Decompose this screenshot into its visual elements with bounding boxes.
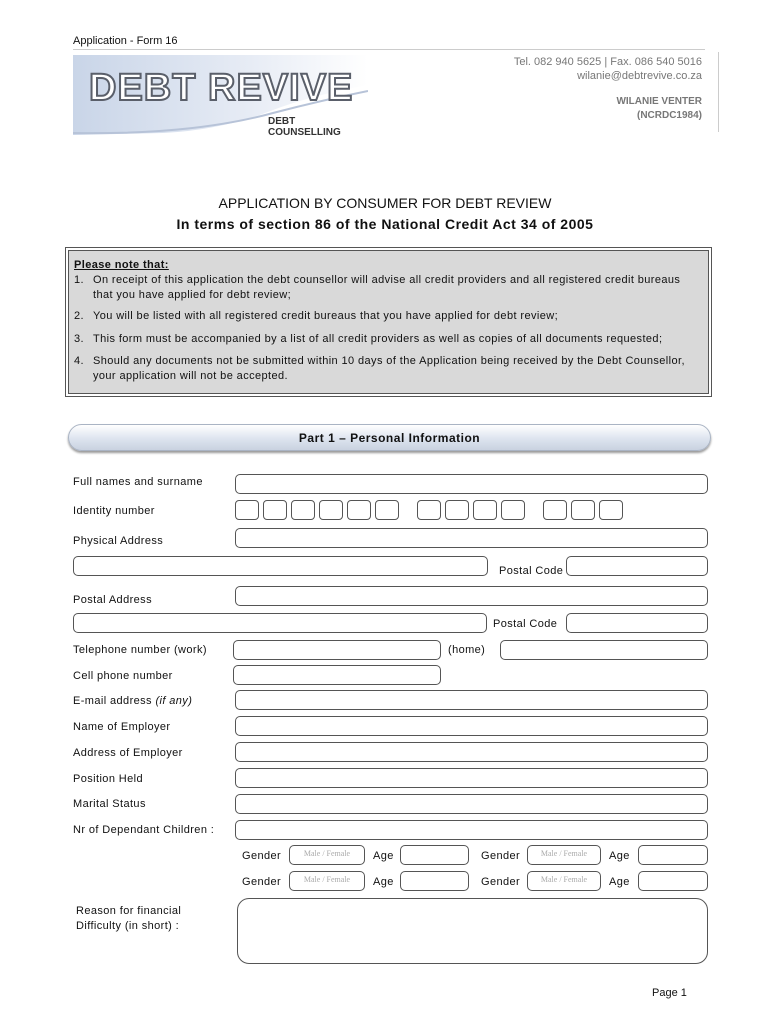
logo bbox=[73, 55, 368, 138]
age-label: Age bbox=[609, 876, 630, 888]
employer-label: Name of Employer bbox=[73, 721, 171, 733]
gender-placeholder: Male / Female bbox=[540, 875, 588, 884]
notice-heading: Please note that: bbox=[74, 259, 169, 271]
full-names-label: Full names and surname bbox=[73, 476, 203, 488]
age-label: Age bbox=[373, 876, 394, 888]
gender-label: Gender bbox=[242, 850, 282, 862]
employer-address-label: Address of Employer bbox=[73, 747, 183, 759]
id-digit-box[interactable] bbox=[235, 500, 259, 520]
notice-item-text: This form must be accompanied by a list of all credit providers as well as copies of all documents requested; bbox=[93, 333, 663, 345]
header-divider bbox=[718, 52, 719, 132]
counsellor-registration: (NCRDC1984) bbox=[636, 110, 702, 121]
dependants-field[interactable] bbox=[235, 820, 708, 840]
reason-textarea[interactable] bbox=[237, 898, 708, 964]
gender-select[interactable] bbox=[527, 845, 601, 865]
postal-address-field-2[interactable] bbox=[73, 613, 487, 633]
notice-item-number: 1. bbox=[74, 274, 84, 286]
id-digit-box[interactable] bbox=[445, 500, 469, 520]
email-label-text: E-mail address bbox=[73, 695, 152, 707]
gender-placeholder: Male / Female bbox=[303, 849, 351, 858]
dependants-label: Nr of Dependant Children : bbox=[73, 824, 215, 836]
id-digit-box[interactable] bbox=[571, 500, 595, 520]
tel-work-label: Telephone number (work) bbox=[73, 644, 207, 656]
id-digit-box[interactable] bbox=[473, 500, 497, 520]
id-digit-box[interactable] bbox=[375, 500, 399, 520]
age-field[interactable] bbox=[400, 871, 469, 891]
contact-email: wilanie@debtrevive.co.za bbox=[577, 70, 702, 82]
gender-label: Gender bbox=[481, 876, 521, 888]
physical-postal-code-label: Postal Code bbox=[499, 565, 564, 577]
marital-status-field[interactable] bbox=[235, 794, 708, 814]
notice-item-text: Should any documents not be submitted within 10 days of the Application being received by the Debt Counsellor, bbox=[93, 355, 685, 367]
notice-item-text: You will be listed with all registered credit bureaus that you have applied for debt review; bbox=[93, 310, 559, 322]
physical-address-field-1[interactable] bbox=[235, 528, 708, 548]
email-label bbox=[73, 695, 192, 707]
employer-field[interactable] bbox=[235, 716, 708, 736]
id-digit-box[interactable] bbox=[501, 500, 525, 520]
id-digit-box[interactable] bbox=[319, 500, 343, 520]
age-label: Age bbox=[609, 850, 630, 862]
id-digit-box[interactable] bbox=[263, 500, 287, 520]
age-label: Age bbox=[373, 850, 394, 862]
postal-code-field[interactable] bbox=[566, 613, 708, 633]
full-names-field[interactable] bbox=[235, 474, 708, 494]
notice-item-text: your application will not be accepted. bbox=[93, 370, 288, 382]
age-field[interactable] bbox=[638, 845, 708, 865]
logo-subtitle: DEBT COUNSELLING bbox=[268, 116, 341, 138]
id-digit-box[interactable] bbox=[417, 500, 441, 520]
gender-select[interactable] bbox=[527, 871, 601, 891]
postal-address-field-1[interactable] bbox=[235, 586, 708, 606]
physical-address-field-2[interactable] bbox=[73, 556, 488, 576]
counsellor-name: WILANIE VENTER bbox=[616, 96, 702, 107]
page-title: APPLICATION BY CONSUMER FOR DEBT REVIEW bbox=[218, 195, 552, 211]
age-field[interactable] bbox=[400, 845, 469, 865]
notice-item-number: 3. bbox=[74, 333, 84, 345]
postal-code-label: Postal Code bbox=[493, 618, 558, 630]
postal-address-label: Postal Address bbox=[73, 594, 152, 606]
logo-text: DEBT REVIVE bbox=[89, 67, 354, 109]
employer-address-field[interactable] bbox=[235, 742, 708, 762]
notice-box bbox=[68, 250, 709, 394]
notice-item-text: that you have applied for debt review; bbox=[93, 289, 292, 301]
cell-phone-label: Cell phone number bbox=[73, 670, 173, 682]
id-digit-box[interactable] bbox=[599, 500, 623, 520]
gender-label: Gender bbox=[242, 876, 282, 888]
gender-select[interactable] bbox=[289, 871, 365, 891]
page-number: Page 1 bbox=[652, 987, 687, 999]
age-field[interactable] bbox=[638, 871, 708, 891]
notice-item-text: On receipt of this application the debt counsellor will advise all credit providers and all registered credit bureaus bbox=[93, 274, 681, 286]
notice-item-number: 4. bbox=[74, 355, 84, 367]
id-digit-box[interactable] bbox=[347, 500, 371, 520]
gender-placeholder: Male / Female bbox=[540, 849, 588, 858]
gender-placeholder: Male / Female bbox=[303, 875, 351, 884]
part1-heading-bar bbox=[68, 424, 711, 451]
reason-label-line2: Difficulty (in short) : bbox=[76, 920, 180, 932]
tel-home-field[interactable] bbox=[500, 640, 708, 660]
page-subtitle: In terms of section 86 of the National Credit Act 34 of 2005 bbox=[176, 216, 594, 232]
marital-status-label: Marital Status bbox=[73, 798, 146, 810]
physical-address-label: Physical Address bbox=[73, 535, 164, 547]
identity-number-label: Identity number bbox=[73, 505, 155, 517]
cell-phone-field[interactable] bbox=[233, 665, 441, 685]
id-digit-box[interactable] bbox=[543, 500, 567, 520]
position-label: Position Held bbox=[73, 773, 144, 785]
header-rule bbox=[73, 49, 705, 50]
contact-phone-fax: Tel. 082 940 5625 | Fax. 086 540 5016 bbox=[513, 56, 702, 68]
email-field[interactable] bbox=[235, 690, 708, 710]
part1-heading: Part 1 – Personal Information bbox=[298, 431, 481, 445]
form-label: Application - Form 16 bbox=[73, 35, 178, 47]
email-label-note: (if any) bbox=[155, 695, 193, 707]
notice-item-number: 2. bbox=[74, 310, 84, 322]
position-field[interactable] bbox=[235, 768, 708, 788]
gender-label: Gender bbox=[481, 850, 521, 862]
reason-label-line1: Reason for financial bbox=[76, 905, 182, 917]
tel-work-field[interactable] bbox=[233, 640, 441, 660]
physical-postal-code-field[interactable] bbox=[566, 556, 708, 576]
tel-home-label: (home) bbox=[448, 644, 486, 656]
gender-select[interactable] bbox=[289, 845, 365, 865]
id-digit-box[interactable] bbox=[291, 500, 315, 520]
